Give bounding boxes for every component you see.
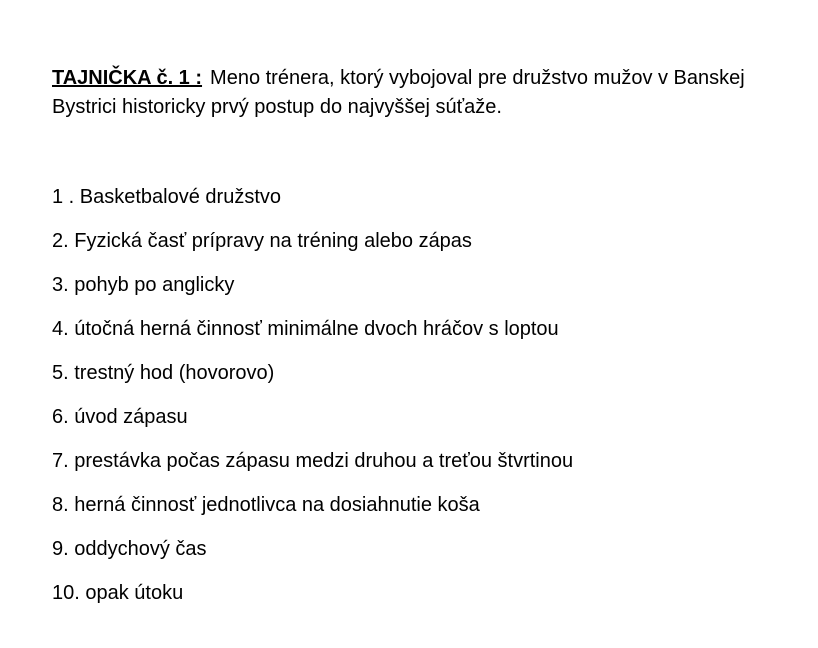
clue-list — [52, 181, 573, 621]
clue-item-2: 2. Fyzická časť prípravy na tréning alebo zápas — [52, 230, 472, 252]
puzzle-title: TAJNIČKA č. 1 : — [52, 67, 203, 89]
clue-item-9: 9. oddychový čas — [52, 538, 207, 560]
clue-item-5: 5. trestný hod (hovorovo) — [52, 362, 275, 384]
puzzle-question: Meno trénera, ktorý vybojoval pre družstvo mužov v Banskej Bystrici historicky prvý postup do najvyššej súťaže. — [52, 67, 745, 118]
puzzle-intro — [52, 64, 792, 122]
clue-item-4: 4. útočná herná činnosť minimálne dvoch hráčov s loptou — [52, 318, 559, 340]
clue-item-6: 6. úvod zápasu — [52, 406, 188, 428]
clue-item-3: 3. pohyb po anglicky — [52, 274, 235, 296]
clue-item-8: 8. herná činnosť jednotlivca na dosiahnutie koša — [52, 494, 480, 516]
clue-item-7: 7. prestávka počas zápasu medzi druhou a treťou štvrtinou — [52, 450, 574, 472]
clue-item-1: 1 . Basketbalové družstvo — [52, 186, 282, 208]
clue-item-10: 10. opak útoku — [52, 582, 184, 604]
